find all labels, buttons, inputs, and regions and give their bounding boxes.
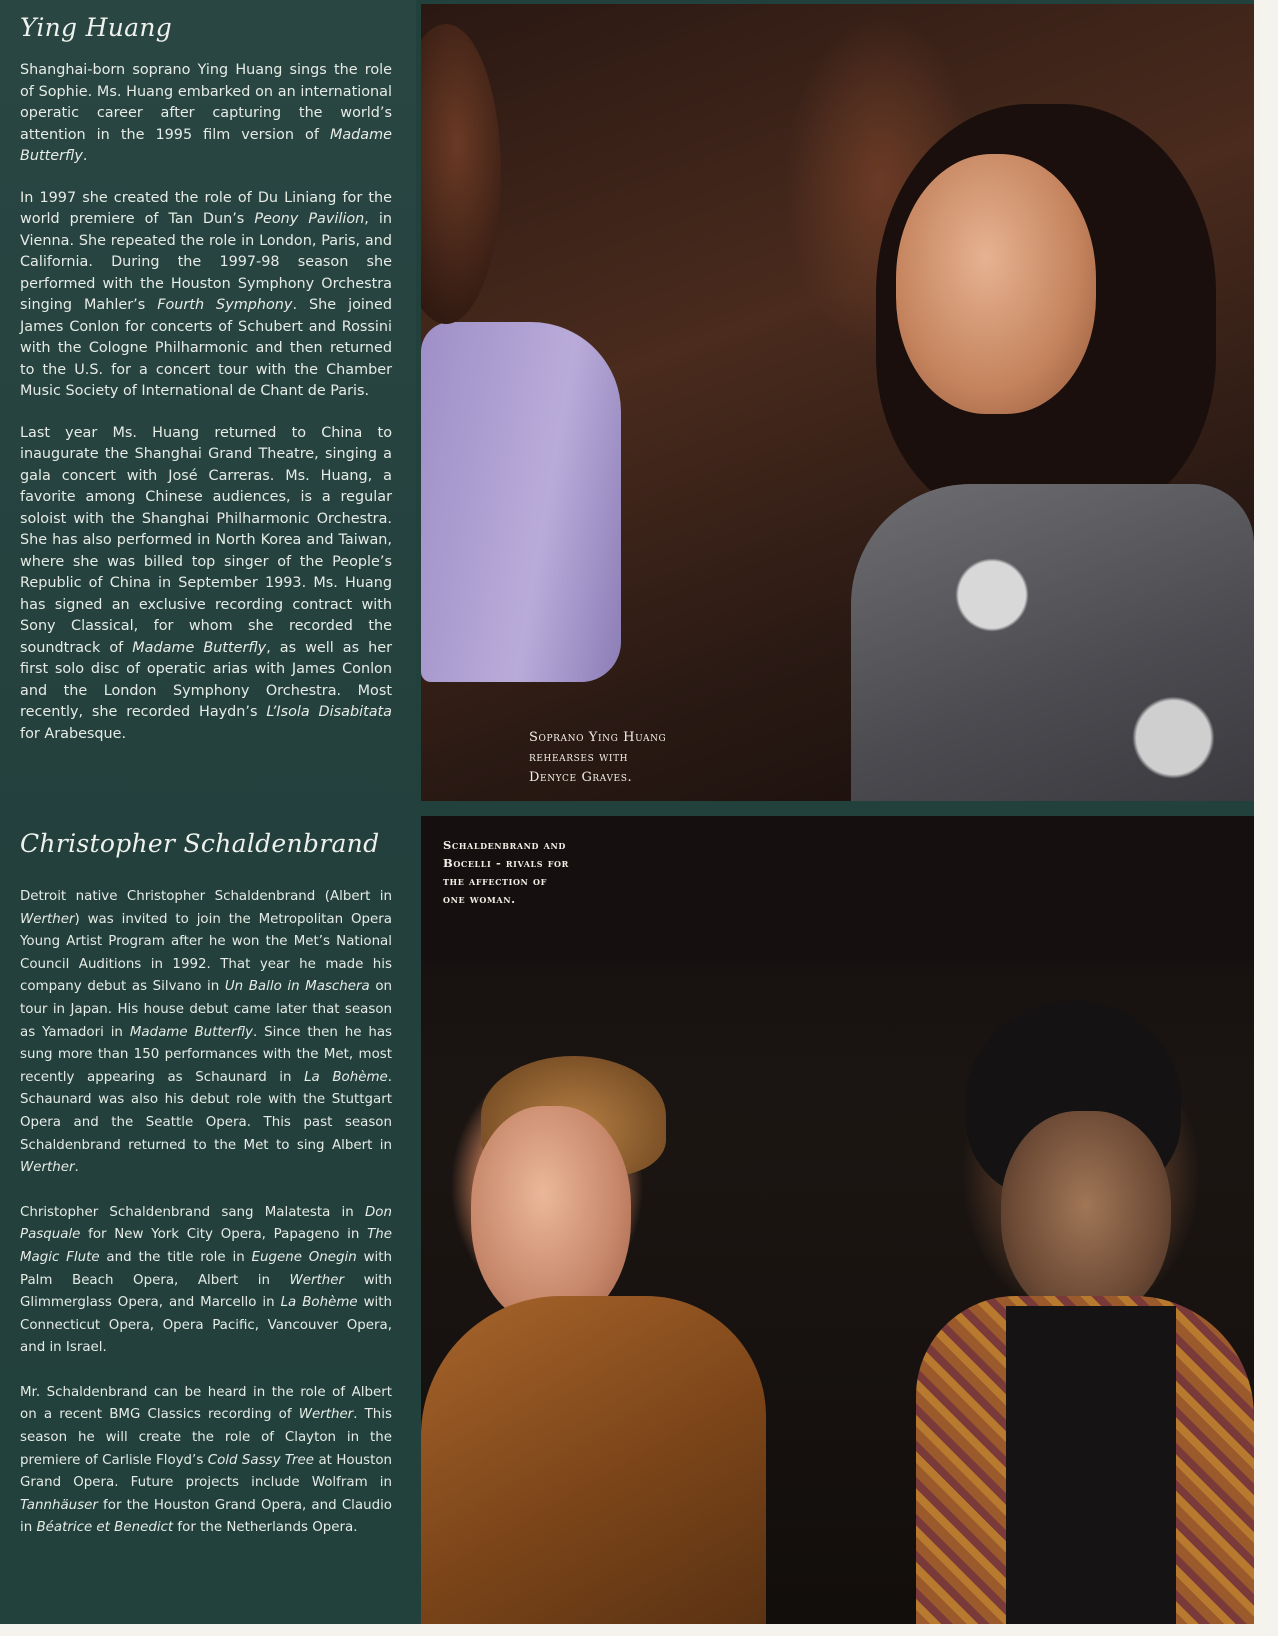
italic-title: La Bohème <box>304 1069 388 1085</box>
italic-title: L’Isola Disabitata <box>266 704 392 720</box>
photo-rehearsal <box>421 4 1254 801</box>
italic-title: Tannhäuser <box>20 1497 98 1513</box>
italic-title: Fourth Symphony <box>157 297 293 313</box>
italic-title: Eugene Onegin <box>251 1249 357 1265</box>
italic-title: Madame Butterfly <box>20 126 392 164</box>
right-man-face <box>1001 1111 1171 1321</box>
photo-caption: Schaldenbrand and Bocelli - rivals for the affection of one woman. <box>443 838 569 906</box>
italic-title: Béatrice et Benedict <box>36 1520 174 1536</box>
italic-title: Werther <box>298 1407 354 1423</box>
bio-paragraph: In 1997 she created the role of Du Liniang for the world premiere of Tan Dun’s Peony Pavilion, in Vienna. She repeated the role in London, Paris, and California. During the 1997-98 season she performed with the Houston Symphony Orchestra singing Mahler’s Fourth Symphony. She joined James Conlon for concerts of Schubert and Rossini with the Cologne Philharmonic and then returned to the U.S. for a concert tour with the Chamber Music Society of International de Chant de Paris. <box>20 189 393 399</box>
figure-lavender-sweater <box>421 322 621 682</box>
italic-title: Madame Butterfly <box>132 639 267 656</box>
italic-title: Peony Pavilion <box>254 211 365 227</box>
right-man-sweater <box>1006 1306 1176 1624</box>
italic-title: Madame Butterfly <box>129 1024 253 1040</box>
bio-christopher-schaldenbrand <box>20 826 392 1562</box>
italic-title: Werther <box>289 1272 345 1288</box>
bio-paragraph: Detroit native Christopher Schaldenbrand (Albert in Werther) was invited to join the Metropolitan Opera Young Artist Program after he won the Met’s National Council Auditions in 1992. That year he made his company debut as Silvano in Un Ballo in Maschera on tour in Japan. His house debut came later that season as Yamadori in Madame Butterfly. Since then he has sung more than 150 performances with the Met, most recently appearing as Schaunard in La Bohème. Schaunard was also his debut role with the Stuttgart Opera and the Seattle Opera. This past season Schaldenbrand returned to the Met to sing Albert in Werther. <box>20 889 393 1176</box>
photo-schaldenbrand-bocelli <box>421 816 1254 1624</box>
italic-title: Don Pasquale <box>20 1204 392 1243</box>
italic-title: Werther <box>20 911 75 927</box>
bio-column <box>0 0 416 1624</box>
bio-paragraph: Christopher Schaldenbrand sang Malatesta in Don Pasquale for New York City Opera, Papageno in The Magic Flute and the title role in Eugene Onegin with Palm Beach Opera, Albert in Werther with Glimmerglass Opera, and Marcello in La Bohème with Connecticut Opera, Opera Pacific, Vancouver Opera, and in Israel. <box>20 1204 393 1356</box>
bio-paragraph: Mr. Schaldenbrand can be heard in the role of Albert on a recent BMG Classics recording of Werther. This season he will create the role of Clayton in the premiere of Carlisle Floyd’s Cold Sassy Tree at Houston Grand Opera. Future projects include Wolfram in Tannhäuser for the Houston Grand Opera, and Claudio in Béatrice et Benedict for the Netherlands Opera. <box>20 1384 393 1536</box>
italic-title: Werther <box>20 1160 75 1176</box>
italic-title: Cold Sassy Tree <box>207 1452 315 1468</box>
singer-face <box>896 154 1096 414</box>
italic-title: La Bohème <box>280 1295 358 1311</box>
bio-heading: Christopher Schaldenbrand <box>20 829 380 858</box>
figure-left-head <box>421 24 501 324</box>
photo-caption: Soprano Ying Huang rehearses with Denyce Graves. <box>529 730 667 785</box>
italic-title: The Magic Flute <box>20 1227 392 1265</box>
left-man-face <box>471 1106 631 1326</box>
bio-paragraph: Shanghai-born soprano Ying Huang sings the role of Sophie. Ms. Huang embarked on an international operatic career after capturing the world’s attention in the 1995 film version of Madame Butterfly. <box>20 62 392 164</box>
left-man-jacket <box>421 1296 766 1624</box>
bio-heading: Ying Huang <box>20 13 173 42</box>
bio-paragraph: Last year Ms. Huang returned to China to inaugurate the Shanghai Grand Theatre, singing a gala concert with José Carreras. Ms. Huang, a favorite among Chinese audiences, is a regular soloist with the Shanghai Philharmonic Orchestra. She has also performed in North Korea and Taiwan, where she was billed top singer of the People’s Republic of China in September 1993. Ms. Huang has signed an exclusive recording contract with Sony Classical, for whom she recorded the soundtrack of Madame Butterfly, as well as her first solo disc of operatic arias with James Conlon and the London Symphony Orchestra. Most recently, she recorded Haydn’s L’Isola Disabitata for Arabesque. <box>20 424 393 742</box>
italic-title: Un Ballo in Maschera <box>224 979 370 995</box>
singer-dress <box>851 484 1254 801</box>
bio-ying-huang <box>20 10 392 765</box>
